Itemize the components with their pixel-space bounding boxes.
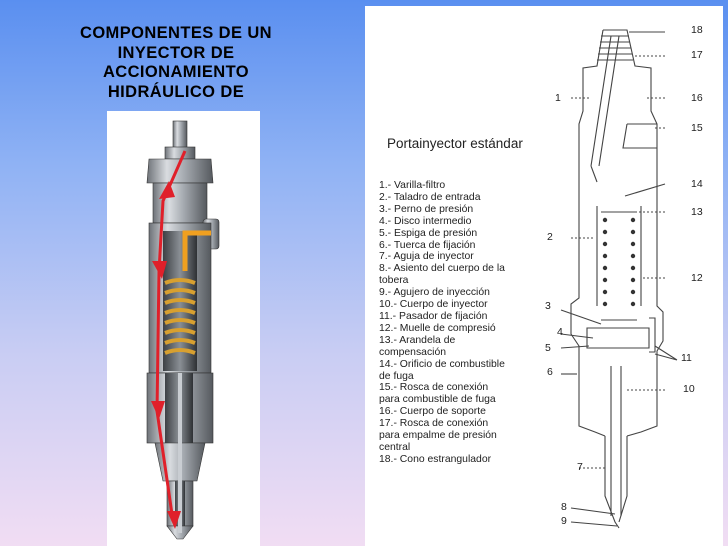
injector-cutaway-image <box>107 111 260 546</box>
legend-line: 3.- Perno de presión <box>379 203 474 215</box>
callout-1: 1 <box>555 92 561 104</box>
title-line-3: ACCIONAMIENTO <box>102 63 250 81</box>
callout-18: 18 <box>691 24 703 36</box>
parts-legend <box>379 180 549 466</box>
callout-16: 16 <box>691 92 703 104</box>
legend-line: de fuga <box>379 370 414 382</box>
callout-4: 4 <box>557 326 563 338</box>
legend-line: 2.- Taladro de entrada <box>379 191 481 203</box>
title-line-4: HIDRÁULICO DE <box>107 82 245 101</box>
legend-line: 11.- Pasador de fijación <box>379 310 488 322</box>
injector-diagram <box>365 6 723 546</box>
callout-5: 5 <box>545 342 551 354</box>
callout-3: 3 <box>545 300 551 312</box>
legend-line: 7.- Aguja de inyector <box>379 251 474 263</box>
injector-cutaway-drawing <box>107 111 260 546</box>
callout-10: 10 <box>683 383 695 395</box>
legend-line: 8.- Asiento del cuerpo de la <box>379 263 505 275</box>
legend-line: 13.- Arandela de <box>379 334 456 346</box>
legend-line: 18.- Cono estrangulador <box>379 453 492 465</box>
callout-11: 11 <box>681 352 692 364</box>
legend-line: central <box>379 441 411 453</box>
callout-13: 13 <box>691 206 703 218</box>
legend-line: 4.- Disco intermedio <box>379 215 472 227</box>
callout-12: 12 <box>691 272 703 284</box>
legend-line: 16.- Cuerpo de soporte <box>379 406 486 418</box>
legend-line: 17.- Rosca de conexión <box>379 418 489 430</box>
legend-line: para combustible de fuga <box>379 394 496 406</box>
legend-line: 6.- Tuerca de fijación <box>379 239 476 251</box>
callout-14: 14 <box>691 178 703 190</box>
legend-line: 1.- Varilla-filtro <box>379 180 446 191</box>
legend-line: 12.- Muelle de compresió <box>379 322 496 334</box>
legend-line: 15.- Rosca de conexión <box>379 382 489 394</box>
callout-9: 9 <box>561 515 567 527</box>
legend-line: 9.- Agujero de inyección <box>379 287 490 299</box>
slide-title <box>40 24 312 102</box>
callout-17: 17 <box>691 49 703 61</box>
callout-2: 2 <box>547 231 553 243</box>
legend-line: 5.- Espiga de presión <box>379 227 478 239</box>
callout-8: 8 <box>561 501 567 513</box>
legend-line: 14.- Orificio de combustible <box>379 358 505 370</box>
legend-line: 10.- Cuerpo de inyector <box>379 299 488 311</box>
callout-15: 15 <box>691 122 703 134</box>
title-line-2: INYECTOR DE <box>117 43 235 62</box>
legend-line: para empalme de presión <box>379 430 497 442</box>
diagram-caption: Portainyector estándar <box>387 136 523 151</box>
legend-line: tobera <box>379 275 409 287</box>
legend-line: compensación <box>379 346 447 358</box>
callout-7: 7 <box>577 461 583 473</box>
callout-6: 6 <box>547 366 553 378</box>
title-line-1: COMPONENTES DE UN <box>80 24 272 42</box>
